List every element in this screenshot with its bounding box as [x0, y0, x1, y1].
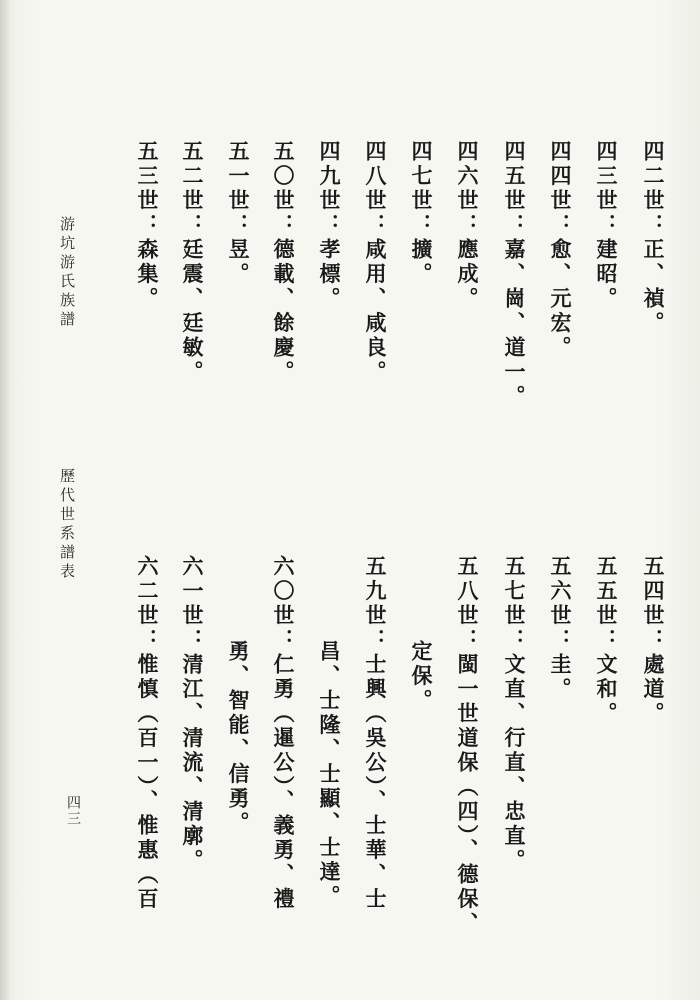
lower-column-7: 五九世：士興（吳公）、士華、士: [363, 555, 388, 912]
upper-column-10: 五一世：昱。: [226, 140, 251, 287]
upper-column-12: 五三世：森集。: [135, 140, 160, 312]
upper-column-8: 四九世：孝標。: [317, 140, 342, 312]
lower-column-1: 五四世：處道。: [641, 555, 666, 727]
lower-column-2: 五五世：文和。: [594, 555, 619, 727]
upper-column-2: 四三世：建昭。: [594, 140, 619, 312]
lower-column-4: 五七世：文直、行直、忠直。: [502, 555, 527, 874]
upper-column-9: 五〇世：德載、餘慶。: [271, 140, 296, 385]
lower-column-3: 五六世：圭。: [548, 555, 573, 702]
lower-column-6: 定保。: [409, 640, 434, 714]
upper-column-6: 四七世：擴。: [409, 140, 434, 287]
page-number: 四三: [65, 795, 81, 827]
lower-column-9: 六〇世：仁勇（暹公）、義勇、禮: [271, 555, 296, 912]
page-edge: [0, 0, 10, 1000]
upper-column-1: 四二世：正、禎。: [641, 140, 666, 336]
lower-column-12: 六二世：惟慎（百一）、惟惠（百: [135, 555, 160, 912]
book-title: 游坑游氏族譜: [58, 216, 76, 330]
section-title: 歷代世系譜表: [58, 468, 76, 582]
lower-column-8: 昌、士隆、士顯、士達。: [317, 640, 342, 910]
lower-column-5: 五八世：閩一世道保（四）、德保、: [455, 555, 480, 937]
upper-column-5: 四六世：應成。: [455, 140, 480, 312]
lower-column-11: 六一世：清江、清流、清廓。: [180, 555, 205, 874]
upper-column-11: 五二世：廷震、廷敏。: [180, 140, 205, 385]
upper-column-4: 四五世：嘉、崗、道一。: [502, 140, 527, 410]
upper-column-7: 四八世：咸用、咸良。: [363, 140, 388, 385]
upper-column-3: 四四世：愈、元宏。: [548, 140, 573, 361]
lower-column-10: 勇、智能、信勇。: [226, 640, 251, 836]
